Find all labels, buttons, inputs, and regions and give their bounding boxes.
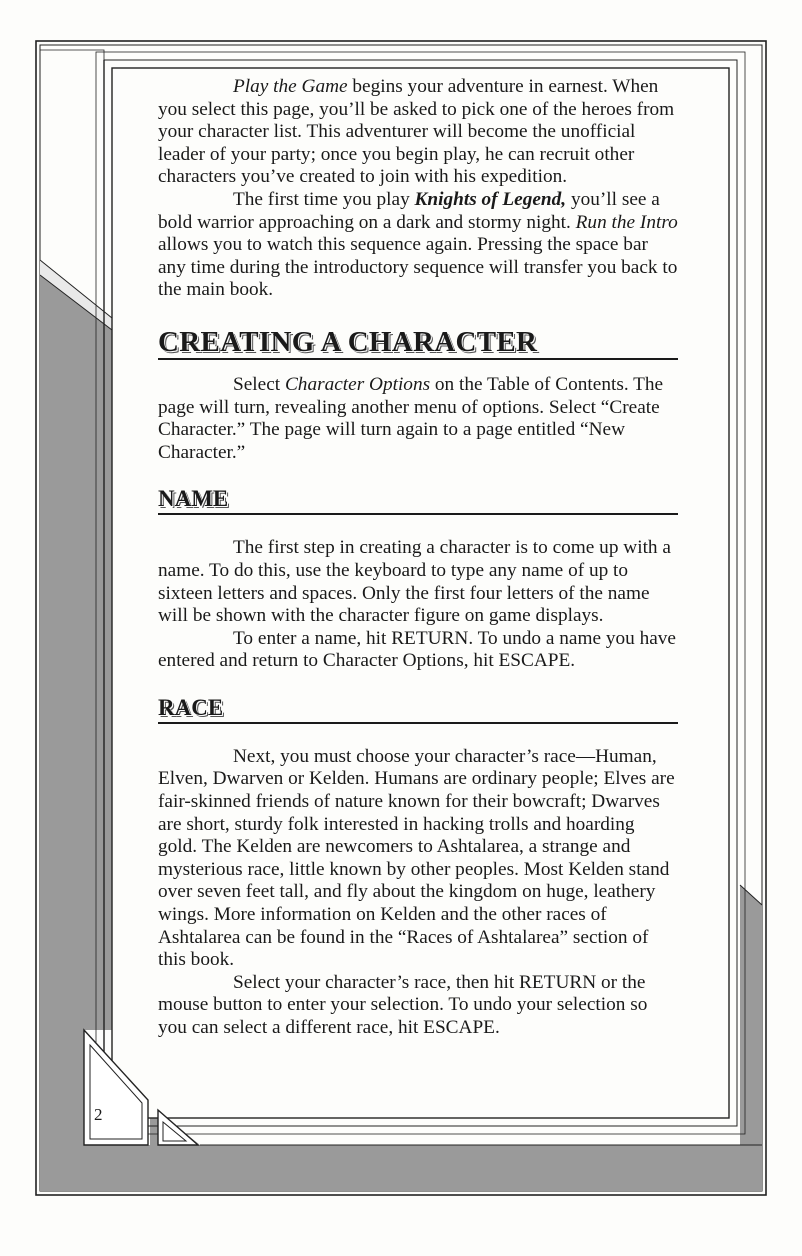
race-heading: RACE [158,695,678,724]
page-number: 2 [94,1105,103,1124]
name-heading: NAME [158,486,678,515]
run-the-intro-term: Run the Intro [575,211,678,233]
play-the-game-term: Play the Game [233,76,348,97]
name-paragraph-2: To enter a name, hit RETURN. To undo a name you have entered and return to Character Options, hit ESCAPE. [158,627,676,672]
race-paragraph-2: Select your character’s race, then hit RETURN or the mouse button to enter your selection. To undo your selection so you can select a different race, hit ESCAPE. [158,971,648,1038]
game-title: Knights of Legend, [414,188,567,210]
name-paragraph-1: The first step in creating a character is to come up with a name. To do this, use the keyboard to type any name of up to sixteen letters and spaces. Only the first four letters of the name will be shown with the character figure on game displays. [158,537,671,627]
race-paragraph-1: Next, you must choose your character’s race—Human, Elven, Dwarven or Kelden. Humans are ordinary people; Elves are fair-skinned friends of nature known for their bowcraft; Dwarves are short, sturdy folk interested in hacking trolls and hoarding gold. The Kelden are newcomers to Ashtalarea, a strange and mysterious race, little known by other peoples. Most Kelden stand over seven feet tall, and fly about the kingdom on huge, leathery wings. More information on Kelden and the other races of Ashtalarea can be found in the “Races of Ashtalarea” section of this book. [158,745,675,971]
creating-character-heading: CREATING A CHARACTER [158,327,678,360]
intro-paragraph-2: The first time you play Knights of Legend, you’ll see a bold warrior approaching on a dark and stormy night. Run the Intro allows you to watch this sequence again. Pressing the space bar any time during the introductory sequence will transfer you back to the main book. [158,188,678,301]
page-content [158,76,678,1040]
character-options-term: Character Options [284,373,431,395]
intro-paragraph-1: Play the Game begins your adventure in earnest. When you select this page, you’ll be asked to pick one of the heroes from your character list. This adventurer will become the unofficial leader of your party; once you begin play, he can recruit other characters you’ve created to join with his expedition. [158,76,675,188]
creating-paragraph: Select Character Options on the Table of Contents. The page will turn, revealing another menu of options. Select “Create Character.” The page will turn again to a page entitled “New Character.” [158,373,664,463]
left-gray-panel [40,275,112,1030]
right-gray-panel [740,885,762,1145]
